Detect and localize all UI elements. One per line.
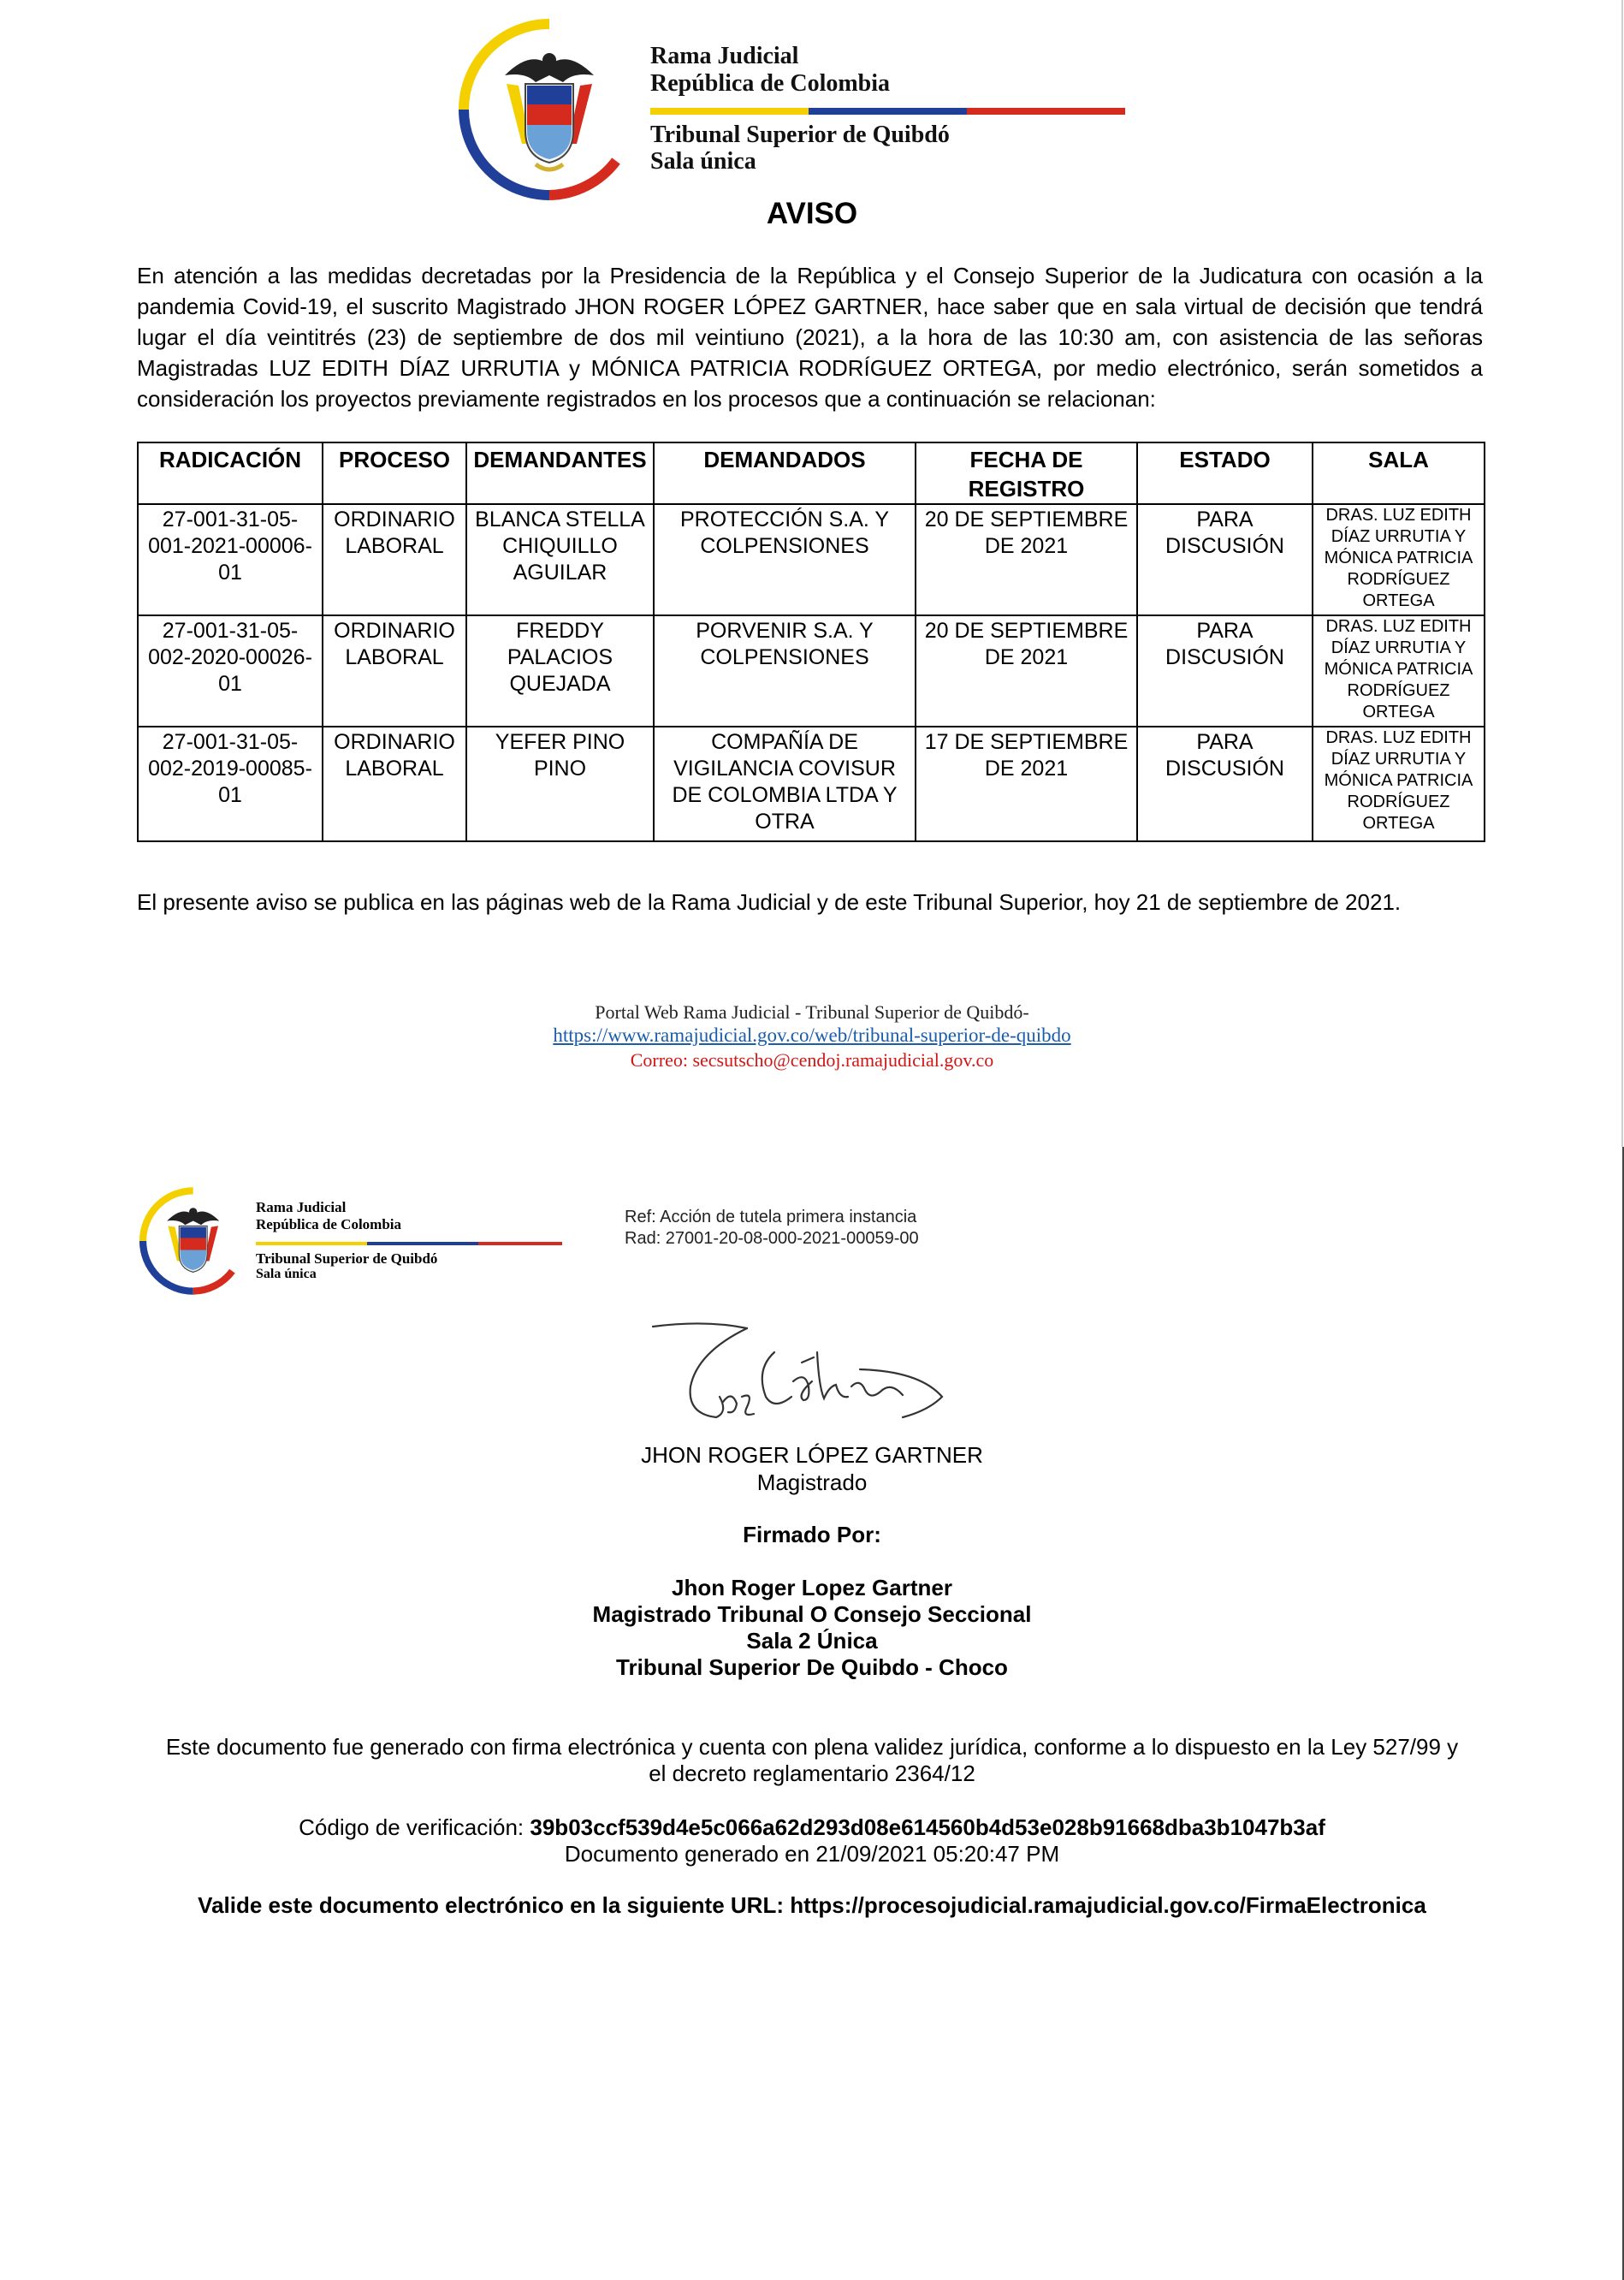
portal-title: Portal Web Rama Judicial - Tribunal Superior de Quibdó-	[595, 1001, 1029, 1023]
verification-code: 39b03ccf539d4e5c066a62d293d08e614560b4d53e028b91668dba3b1047b3af	[530, 1814, 1325, 1840]
small-tricolor-yellow	[256, 1242, 367, 1245]
cell-proceso: ORDINARIO LABORAL	[323, 727, 466, 841]
table-row	[138, 727, 1485, 841]
small-header-logo	[137, 1185, 582, 1297]
notice-intro: En atención a las medidas decretadas por la Presidencia de la República y el Consejo Superior de la Judicatura con ocasión a la pandemia Covid-19, el suscrito Magistrado JHON ROGER LÓPEZ GARTNER, hace saber que en sala virtual de decisión que tendrá lugar el día veintitrés (23) de septiembre de dos mil veintiuno (2021), a la hora de las 10:30 am, con asistencia de las señoras Magistradas LUZ EDITH DÍAZ URRUTIA y MÓNICA PATRICIA RODRÍGUEZ ORTEGA, por medio electrónico, serán sometidos a consideración los proyectos previamente registrados en los procesos que a continuación se relacionan:	[137, 263, 1483, 412]
validity-line-2: el decreto reglamentario 2364/12	[649, 1760, 975, 1786]
small-header-line-3: Tribunal Superior de Quibdó	[256, 1250, 438, 1267]
header-line-3: Tribunal Superior de Quibdó	[650, 122, 950, 148]
signer-role: Magistrado	[756, 1470, 868, 1495]
cell-radicacion: 27-001-31-05-001-2021-00006-01	[138, 504, 323, 615]
cell-estado: PARA DISCUSIÓN	[1137, 504, 1313, 615]
col-header-demandados: DEMANDADOS	[654, 442, 916, 504]
cell-sala: DRAS. LUZ EDITH DÍAZ URRUTIA Y MÓNICA PATRICIA RODRÍGUEZ ORTEGA	[1313, 615, 1485, 727]
cell-demandantes: BLANCA STELLA CHIQUILLO AGUILAR	[466, 504, 654, 615]
table-row	[138, 615, 1485, 727]
cell-radicacion: 27-001-31-05-002-2020-00026-01	[138, 615, 323, 727]
publish-statement: El presente aviso se publica en las páginas web de la Rama Judicial y de este Tribunal Superior, hoy 21 de septiembre de 2021.	[137, 889, 1402, 915]
cell-sala: DRAS. LUZ EDITH DÍAZ URRUTIA Y MÓNICA PATRICIA RODRÍGUEZ ORTEGA	[1313, 727, 1485, 841]
signed-by-label: Firmado Por:	[743, 1522, 881, 1547]
handwritten-signature	[646, 1318, 954, 1434]
verification-code-line	[0, 1814, 1624, 1841]
cell-fecha-registro: 17 DE SEPTIEMBRE DE 2021	[916, 727, 1137, 841]
tricolor-rule-yellow	[650, 108, 809, 115]
small-header-line-1: Rama Judicial	[256, 1199, 347, 1215]
small-header-line-2: República de Colombia	[256, 1216, 402, 1232]
tricolor-rule-red	[967, 108, 1125, 115]
signer-name: JHON ROGER LÓPEZ GARTNER	[641, 1442, 983, 1468]
generated-timestamp: Documento generado en 21/09/2021 05:20:47 PM	[564, 1841, 1060, 1867]
signature-name: Jhon Roger Lopez Gartner	[672, 1575, 952, 1600]
col-header-proceso: PROCESO	[323, 442, 466, 504]
cases-table	[137, 442, 1485, 842]
col-header-fecha-registro: FECHA DE REGISTRO	[916, 442, 1137, 504]
cell-demandantes: FREDDY PALACIOS QUEJADA	[466, 615, 654, 727]
cell-radicacion: 27-001-31-05-002-2019-00085-01	[138, 727, 323, 841]
signature-position: Magistrado Tribunal O Consejo Seccional	[592, 1601, 1032, 1627]
cell-estado: PARA DISCUSIÓN	[1137, 727, 1313, 841]
cell-fecha-registro: 20 DE SEPTIEMBRE DE 2021	[916, 615, 1137, 727]
reference-block	[625, 1207, 919, 1250]
verification-code-label: Código de verificación:	[299, 1814, 530, 1840]
signature-court: Tribunal Superior De Quibdo - Choco	[616, 1654, 1008, 1680]
cell-proceso: ORDINARIO LABORAL	[323, 615, 466, 727]
header-line-4: Sala única	[650, 148, 756, 175]
page-edge-top	[1621, 0, 1623, 1147]
reference-rad: Rad: 27001-20-08-000-2021-00059-00	[625, 1229, 919, 1248]
col-header-sala: SALA	[1313, 442, 1485, 504]
header-line-1: Rama Judicial	[650, 43, 799, 69]
col-header-radicacion: RADICACIÓN	[138, 442, 323, 504]
col-header-estado: ESTADO	[1137, 442, 1313, 504]
coat-of-arms-emblem	[453, 15, 646, 204]
validation-url-line[interactable]: Valide este documento electrónico en la siguiente URL: https://procesojudicial.ramajudicial.gov.co/FirmaElectronica	[198, 1892, 1426, 1918]
signature-sala: Sala 2 Única	[746, 1628, 878, 1654]
table-header-row	[138, 442, 1485, 504]
small-header-line-4: Sala única	[256, 1267, 317, 1281]
cell-demandados: PROTECCIÓN S.A. Y COLPENSIONES	[654, 504, 916, 615]
cell-demandados: COMPAÑÍA DE VIGILANCIA COVISUR DE COLOMBIA LTDA Y OTRA	[654, 727, 916, 841]
header-line-2: República de Colombia	[650, 70, 891, 97]
table-row	[138, 504, 1485, 615]
small-tricolor-blue	[367, 1242, 478, 1245]
small-tricolor-red	[478, 1242, 562, 1245]
cell-estado: PARA DISCUSIÓN	[1137, 615, 1313, 727]
cell-fecha-registro: 20 DE SEPTIEMBRE DE 2021	[916, 504, 1137, 615]
header-logo	[453, 15, 1155, 204]
cell-demandantes: YEFER PINO PINO	[466, 727, 654, 841]
tricolor-rule-blue	[809, 108, 967, 115]
notice-title: AVISO	[766, 197, 858, 230]
coat-of-arms-emblem-small	[137, 1185, 250, 1297]
reference-ref: Ref: Acción de tutela primera instancia	[625, 1208, 917, 1226]
col-header-demandantes: DEMANDANTES	[466, 442, 654, 504]
cell-proceso: ORDINARIO LABORAL	[323, 504, 466, 615]
cell-sala: DRAS. LUZ EDITH DÍAZ URRUTIA Y MÓNICA PATRICIA RODRÍGUEZ ORTEGA	[1313, 504, 1485, 615]
portal-url-link[interactable]: https://www.ramajudicial.gov.co/web/tribunal-superior-de-quibdo	[553, 1024, 1071, 1046]
portal-email: Correo: secsutscho@cendoj.ramajudicial.gov.co	[630, 1049, 994, 1071]
validity-line-1: Este documento fue generado con firma electrónica y cuenta con plena validez jurídica, conforme a lo dispuesto en la Ley 527/99 y	[165, 1734, 1459, 1760]
cell-demandados: PORVENIR S.A. Y COLPENSIONES	[654, 615, 916, 727]
